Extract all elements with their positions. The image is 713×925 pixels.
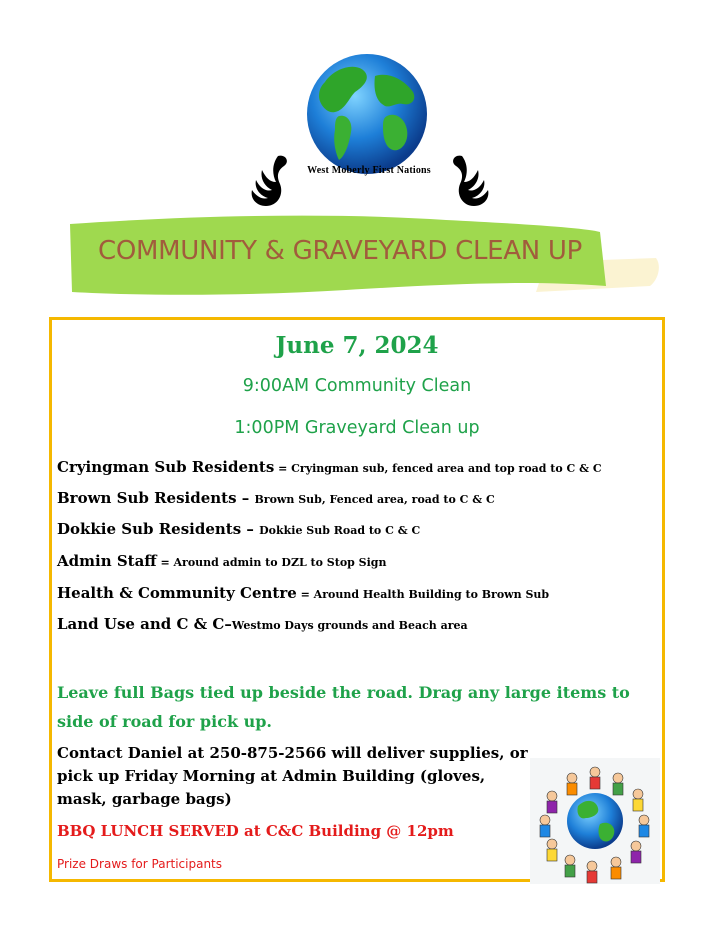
assignment-row bbox=[57, 614, 468, 633]
pickup-notice: Leave full Bags tied up beside the road. Drag any large items to side of road for pick up. bbox=[57, 683, 630, 731]
assignment-label: Cryingman Sub Residents bbox=[57, 458, 275, 476]
event-time-graveyard: 1:00PM Graveyard Clean up bbox=[234, 418, 480, 438]
assignment-desc: Cryingman sub, fenced area and top road to C & C bbox=[291, 462, 602, 475]
assignment-sep: – bbox=[236, 489, 255, 507]
assignment-sep: – bbox=[241, 520, 260, 538]
assignment-row bbox=[57, 551, 387, 570]
contact-info: Contact Daniel at 250-875-2566 will deliver supplies, or pick up Friday Morning at Admin Building (gloves, mask, garbage bags) bbox=[57, 744, 528, 808]
event-time-community: 9:00AM Community Clean bbox=[242, 376, 472, 396]
org-name: West Moberly First Nations bbox=[307, 165, 431, 176]
assignment-desc: Westmo Days grounds and Beach area bbox=[231, 619, 468, 632]
page-title: COMMUNITY & GRAVEYARD CLEAN UP bbox=[98, 236, 582, 266]
assignment-desc: Brown Sub, Fenced area, road to C & C bbox=[254, 493, 495, 506]
assignment-label: Dokkie Sub Residents bbox=[57, 520, 242, 538]
assignment-sep: – bbox=[224, 615, 232, 633]
globe-logo bbox=[305, 52, 429, 176]
assignment-sep: = bbox=[274, 462, 292, 475]
assignment-row bbox=[57, 457, 602, 476]
assignment-desc: Around admin to DZL to Stop Sign bbox=[173, 556, 387, 569]
event-date: June 7, 2024 bbox=[275, 332, 439, 359]
assignment-label: Admin Staff bbox=[57, 552, 157, 570]
assignment-label: Land Use and C & C bbox=[57, 615, 225, 633]
assignment-desc: Around Health Building to Brown Sub bbox=[313, 588, 550, 601]
bbq-notice: BBQ LUNCH SERVED at C&C Building @ 12pm bbox=[57, 822, 454, 840]
swan-left-icon bbox=[248, 152, 294, 210]
assignment-row bbox=[57, 488, 495, 507]
assignment-label: Health & Community Centre bbox=[57, 584, 297, 602]
assignment-desc: Dokkie Sub Road to C & C bbox=[259, 524, 421, 537]
prize-notice: Prize Draws for Participants bbox=[57, 857, 222, 871]
assignment-label: Brown Sub Residents bbox=[57, 489, 237, 507]
assignment-row bbox=[57, 583, 549, 602]
assignment-sep: = bbox=[156, 556, 174, 569]
kids-globe-illustration bbox=[530, 758, 660, 884]
assignment-row bbox=[57, 519, 420, 538]
assignment-sep: = bbox=[296, 588, 314, 601]
swan-right-icon bbox=[446, 152, 492, 210]
